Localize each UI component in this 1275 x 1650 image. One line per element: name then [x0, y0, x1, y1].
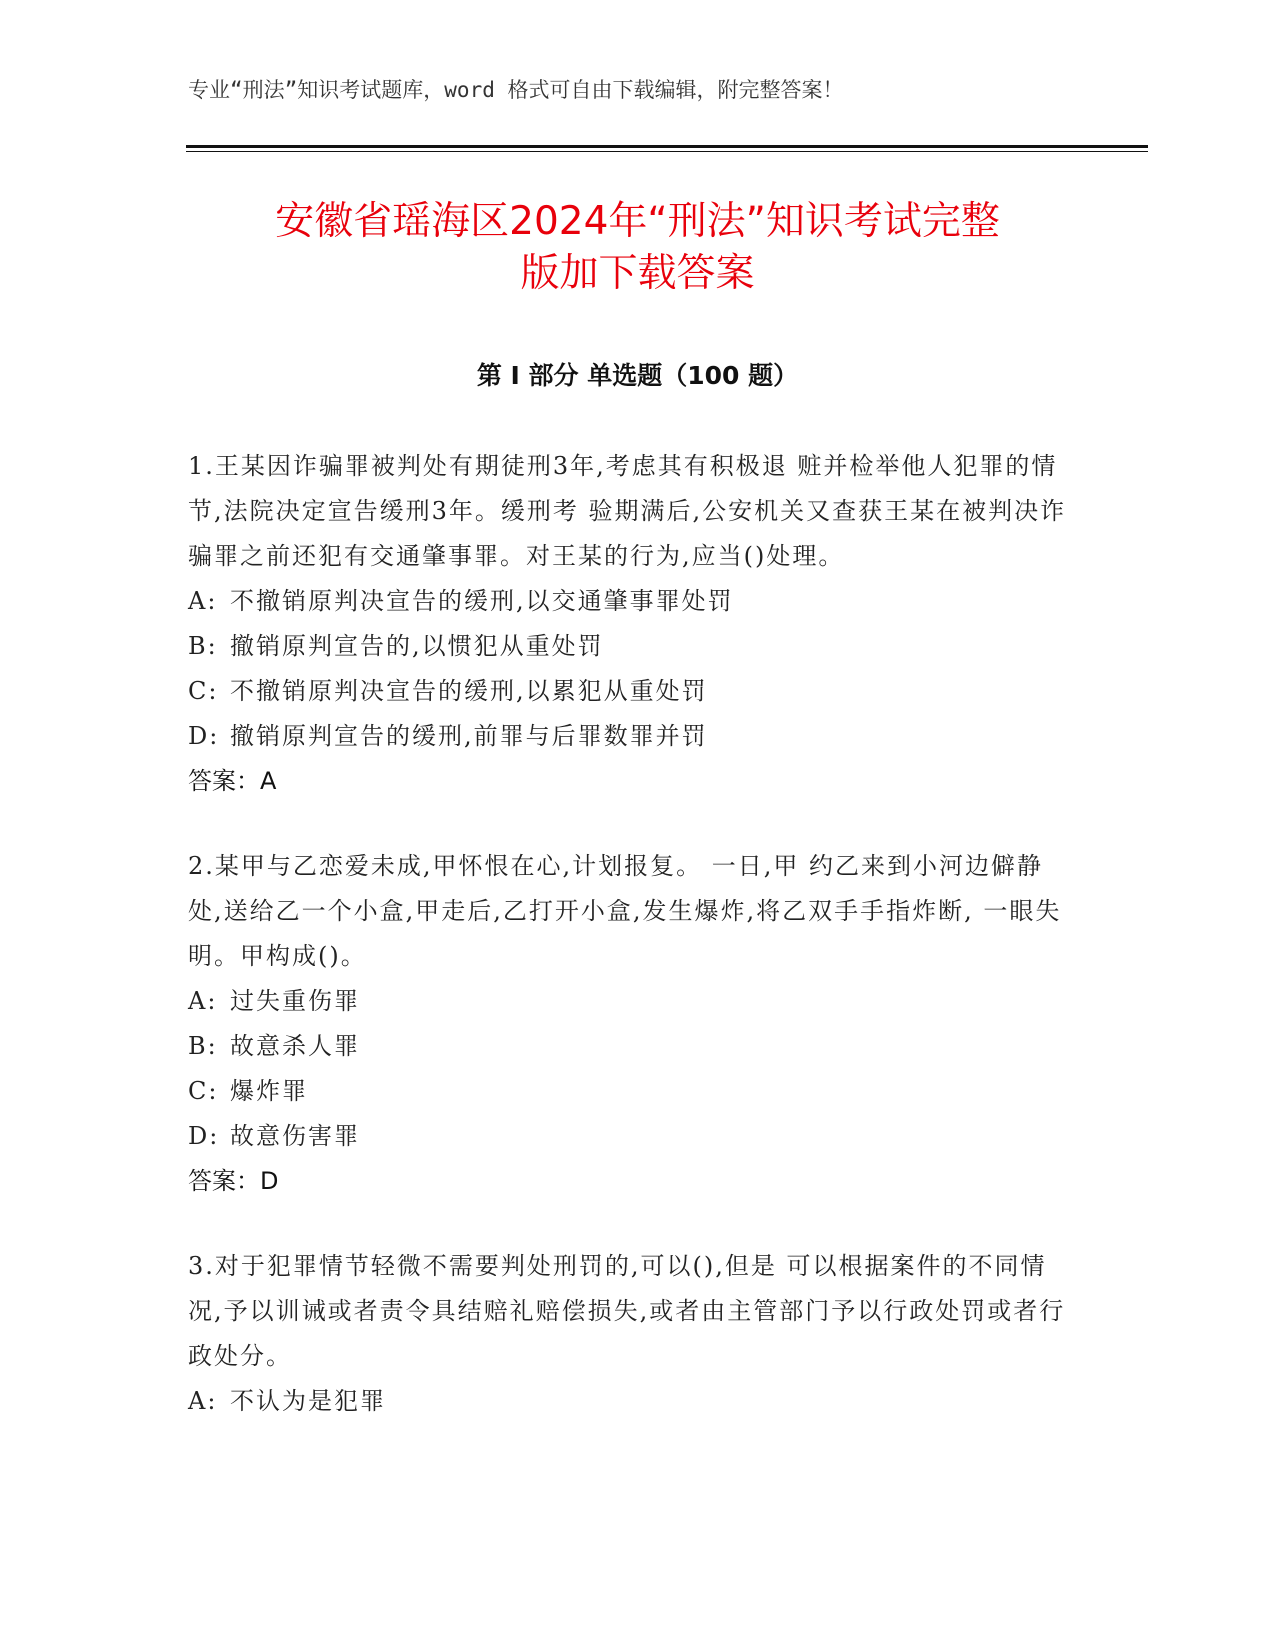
- option-letter: A:: [188, 587, 218, 615]
- option-text: 爆炸罪: [230, 1077, 308, 1105]
- header-note: 专业“刑法”知识考试题库，word 格式可自由下载编辑，附完整答案！: [188, 78, 844, 102]
- option-b: [188, 1024, 1078, 1069]
- question-stem: 1.王某因诈骗罪被判处有期徒刑3年,考虑其有积极退 赃并检举他人犯罪的情节,法院决定宣告缓刑3年。缓刑考 验期满后,公安机关又查获王某在被判决诈骗罪之前还犯有交通肇事罪。对王某的行为,应当()处理。: [188, 452, 1067, 570]
- question-stem: 2.某甲与乙恋爱未成,甲怀恨在心,计划报复。 一日,甲 约乙来到小河边僻静处,送给乙一个小盒,甲走后,乙打开小盒,发生爆炸,将乙双手手指炸断, 一眼失明。甲构成()。: [188, 852, 1062, 970]
- option-d: [188, 714, 1078, 759]
- option-a: [188, 579, 1078, 624]
- option-letter: C:: [188, 1077, 219, 1105]
- header-rule-thick: [186, 145, 1148, 148]
- option-letter: B:: [188, 632, 218, 660]
- option-letter: C:: [188, 677, 219, 705]
- title-line-1: 安徽省瑶海区2024年“刑法”知识考试完整: [275, 199, 1000, 244]
- option-letter: A:: [188, 1387, 218, 1415]
- option-d: [188, 1114, 1078, 1159]
- option-c: [188, 1069, 1078, 1114]
- option-text: 故意杀人罪: [230, 1032, 360, 1060]
- option-a: [188, 1379, 1078, 1424]
- header-rule-thin: [186, 151, 1148, 152]
- option-text: 不认为是犯罪: [230, 1387, 386, 1415]
- option-letter: D:: [188, 722, 220, 750]
- document-title: [150, 196, 1125, 300]
- option-letter: B:: [188, 1032, 218, 1060]
- option-text: 故意伤害罪: [230, 1122, 360, 1150]
- option-a: [188, 979, 1078, 1024]
- question-stem: 3.对于犯罪情节轻微不需要判处刑罚的,可以(),但是 可以根据案件的不同情况,予以训诫或者责令具结赔礼赔偿损失,或者由主管部门予以行政处罚或者行政处分。: [188, 1252, 1066, 1370]
- option-text: 过失重伤罪: [230, 987, 360, 1015]
- question-list: [188, 444, 1078, 1464]
- answer-line: 答案：A: [188, 767, 277, 795]
- option-letter: D:: [188, 1122, 220, 1150]
- option-c: [188, 669, 1078, 714]
- option-text: 不撤销原判决宣告的缓刑,以累犯从重处罚: [230, 677, 708, 705]
- option-text: 撤销原判宣告的,以惯犯从重处罚: [230, 632, 604, 660]
- option-text: 撤销原判宣告的缓刑,前罪与后罪数罪并罚: [230, 722, 708, 750]
- question-3: [188, 1244, 1078, 1424]
- option-text: 不撤销原判决宣告的缓刑,以交通肇事罪处罚: [230, 587, 734, 615]
- question-1: [188, 444, 1078, 804]
- answer-line: 答案：D: [188, 1167, 279, 1195]
- option-b: [188, 624, 1078, 669]
- option-letter: A:: [188, 987, 218, 1015]
- question-2: [188, 844, 1078, 1204]
- section-heading: 第 I 部分 单选题（100 题）: [476, 361, 799, 390]
- title-line-2: 版加下载答案: [520, 251, 755, 296]
